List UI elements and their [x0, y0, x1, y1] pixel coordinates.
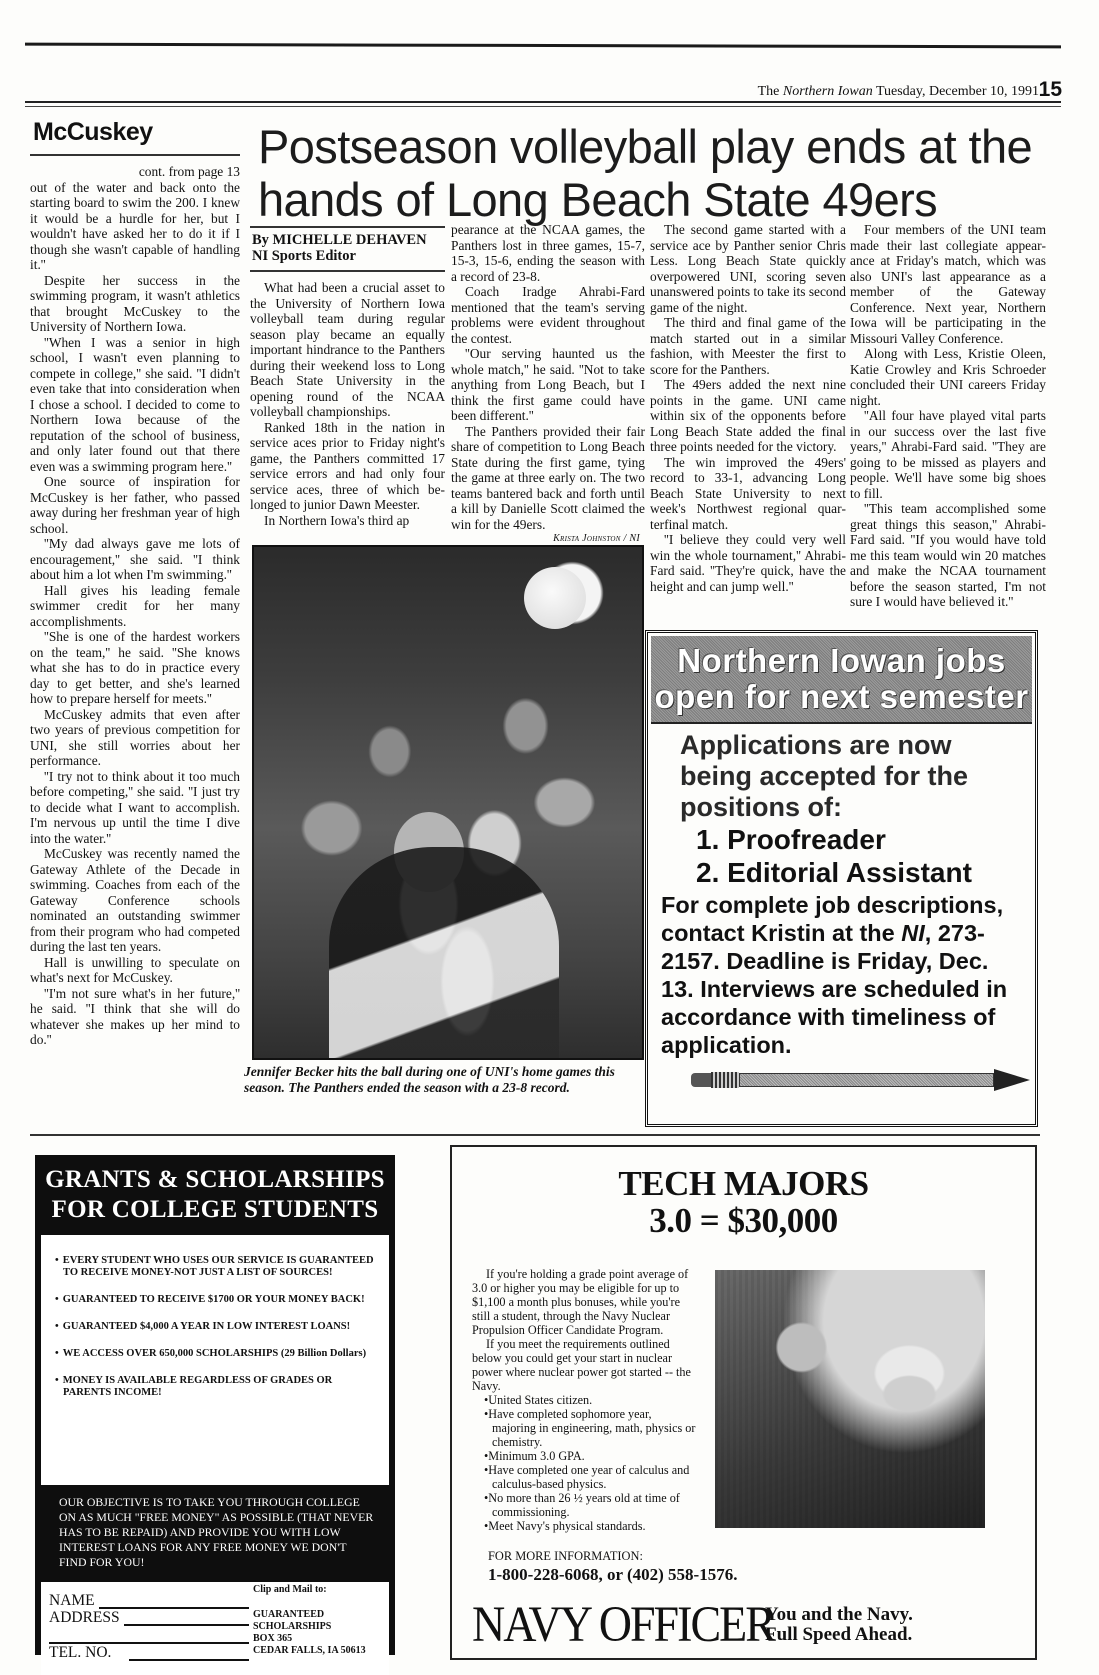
paragraph: Despite her success in the swimming program, it wasn't athletics that brought McCuskey to the University of Northern Iowa. [30, 272, 240, 334]
grants-objective: OUR OBJECTIVE IS TO TAKE YOU THROUGH COLLEGE ON AS MUCH "FREE MONEY" AS POSSIBLE (THAT NEVER HAS TO BE REPAID) AND PROVIDE YOU WITH LOW INTEREST LOANS FOR ANY FREE MONEY WE DON'T FIND FOR YOU! [59, 1495, 374, 1569]
paragraph: ''All four have played vital parts in our success over the last five years,'' Ahrabi-Fard said. ''They are going to be missed as players and people. We'll have some big shoes to fill. [850, 408, 1046, 501]
slogan-line: You and the Navy. [765, 1604, 913, 1625]
tel-label: TEL. NO. [49, 1644, 112, 1661]
navy-requirements [472, 1393, 697, 1533]
pencil-eraser [691, 1073, 711, 1087]
pencil-shaft [739, 1073, 994, 1087]
form-fields [49, 1592, 249, 1661]
paragraph: The win improved the 49ers' record to 33-1, advancing Long Beach State University to next week's Northwest regional quarterfinal match. [650, 454, 846, 532]
paper-prefix: The [757, 84, 780, 99]
slogan-line: Full Speed Ahead. [765, 1624, 913, 1645]
clip-form [41, 1582, 389, 1675]
navy-slogan [765, 1605, 913, 1645]
name-label: NAME [49, 1592, 95, 1609]
requirement-item: • United States citizen. [484, 1393, 697, 1407]
mccuskey-rule [30, 154, 240, 156]
mail-address-line: BOX 365 [253, 1633, 293, 1644]
grants-ad [35, 1155, 395, 1661]
mail-label: Clip and Mail to: [253, 1584, 327, 1595]
paragraph: In Northern Iowa's third ap [264, 512, 410, 528]
navy-photo [715, 1270, 985, 1528]
requirement-item: • Have completed one year of calculus and calculus-based physics. [484, 1463, 697, 1491]
mccuskey-title: McCuskey [33, 118, 153, 146]
grants-bullet: • WE ACCESS OVER 650,000 SCHOLARSHIPS (29 Billion Dollars) [55, 1348, 379, 1360]
address-label: ADDRESS [49, 1609, 120, 1626]
paragraph: ''She is one of the hardest workers on the team,'' he said. ''She knows what she has to do in practice every day to get better, and she's learned how to prepare herself for meets.'' [30, 629, 240, 706]
navy-paragraph: If you meet the requirements outlined below you could get your start in nuclear power where nuclear power got started -- the Navy. [472, 1337, 691, 1393]
tel-field[interactable] [49, 1644, 249, 1661]
continued-note: cont. from page 13 [138, 164, 240, 179]
jobs-banner [651, 636, 1032, 724]
header-rule [25, 101, 1061, 103]
byline [252, 232, 447, 264]
address-line-2[interactable] [49, 1626, 249, 1644]
byline-rule [250, 270, 445, 272]
top-rule [25, 43, 1061, 49]
paragraph: McCuskey was recently named the Gateway Athlete of the Decade in swimming. Coaches from each of the Gateway Conference schools nominated an outstanding swimmer from their program who had competed during the last ten years. [30, 846, 240, 954]
player-figure [329, 847, 559, 1060]
section-rule [30, 1134, 1040, 1136]
paragraph: ''This team accomplished some great things this season,'' Ahrabi-Fard said. ''If you would have told me this team would win 20 matches and make the NCAA tournament before the season started, I'm not sure I would have believed it.'' [850, 501, 1046, 609]
requirement-item: • Minimum 3.0 GPA. [484, 1449, 697, 1463]
running-head [758, 84, 1039, 100]
navy-paragraph: If you're holding a grade point average of 3.0 or higher you may be eligible for up to $1,100 a month plus bonuses, while you're still a student, through the Navy Nuclear Propulsion Officer Candidate Program. [472, 1267, 689, 1337]
requirement-item: • Meet Navy's physical standards. [484, 1519, 697, 1533]
paragraph: Hall is unwilling to speculate on what's next for McCuskey. [30, 954, 240, 985]
grants-title-line: GRANTS & SCHOLARSHIPS [45, 1166, 385, 1193]
paragraph: Hall gives his leading female swimmer credit for her many accomplishments. [30, 582, 240, 629]
byline-title: NI Sports Editor [252, 248, 356, 264]
address-field-2[interactable] [49, 1626, 249, 1644]
jobs-lead: Applications are now being accepted for the positions of: [680, 730, 969, 822]
article-column-2 [451, 222, 645, 532]
paragraph: McCuskey admits that even after two years of previous competition for UNI, she still worries about her performance. [30, 706, 240, 768]
paragraph: ''I try not to think about it too much before competing,'' she said. ''I just try to decide what I want to accomplish. I'm nervous up until the time I dive into the water.'' [30, 768, 240, 846]
paragraph: The second game started with a service ace by Panther senior Chris Less. Long Beach State quickly overpowered UNI, scoring seven unanswered points to take its second game of the night. [650, 222, 846, 315]
article-column-1 [250, 280, 445, 528]
photo-credit: Krista Johnston / NI [553, 533, 640, 544]
grants-bullets [41, 1235, 389, 1485]
paragraph: The 49ers added the next nine points in the game. UNI came within six of the opponents before Long Beach State added the final three points needed for the victory. [650, 377, 846, 454]
address-line[interactable] [124, 1612, 249, 1626]
header-rule-thin [25, 106, 1061, 107]
pencil-icon [691, 1069, 1031, 1091]
byline-rule [250, 226, 445, 228]
jobs-ad [645, 630, 1038, 1127]
grants-bullet: • GUARANTEED $4,000 A YEAR IN LOW INTEREST LOANS! [55, 1321, 379, 1333]
paragraph: Ranked 18th in the nation in service aces prior to Friday night's game, the Panthers committed 17 service errors and had only four service aces, three of which belonged to junior Dawn Meester. [250, 419, 445, 512]
job-position: 1. Proofreader [696, 824, 886, 855]
paragraph: The Panthers provided their fair share of competition to Long Beach State during the first game, tying the game at three early on. The two teams bantered back and forth until a kill by Danielle Scott claimed the win for the 49ers. [451, 423, 645, 532]
jobs-detail [661, 891, 1020, 1059]
navy-phone: 1-800-228-6068, or (402) 558-1576. [488, 1565, 738, 1584]
jobs-detail-em: NI [901, 920, 925, 946]
article-column-3 [650, 222, 846, 594]
navy-body [472, 1267, 697, 1533]
volleyball-ball [524, 567, 586, 629]
requirement-item: • Have completed sophomore year, majoring in engineering, math, physics or chemistry. [484, 1407, 697, 1449]
paragraph: What had been a crucial asset to the University of Northern Iowa volleyball team during regular season play became an equally important hindrance to the Panthers during their weekend loss to Long Beach State University in the opening round of the NCAA volleyball championships. [250, 280, 445, 419]
paragraph: ''My dad always gave me lots of encouragement,'' she said. ''I think about him a lot when I'm swimming.'' [30, 536, 240, 582]
issue-date: Tuesday, December 10, 1991 [875, 84, 1039, 99]
pencil-ferrule [711, 1072, 739, 1088]
volleyball-photo [252, 545, 644, 1060]
grants-title-line: FOR COLLEGE STUDENTS [51, 1196, 379, 1223]
jobs-body [651, 724, 1032, 1091]
address-field[interactable] [49, 1609, 249, 1626]
jobs-banner-line: open for next semester [654, 678, 1029, 715]
tel-line[interactable] [129, 1647, 249, 1661]
navy-title-line: TECH MAJORS [618, 1164, 869, 1203]
navy-title-line: 3.0 = $30,000 [649, 1201, 838, 1240]
paper-name: Northern Iowan [782, 84, 873, 99]
grants-bullet: • GUARANTEED TO RECEIVE $1700 OR YOUR MONEY BACK! [55, 1294, 379, 1306]
paragraph: Coach Iradge Ahrabi-Fard mentioned that the team's serving problems were evident throughout the contest. [451, 284, 645, 346]
paragraph: ''I believe they could very well win the whole tournament,'' Ahrabi-Fard said. ''They're quick, have the height and can jump well.'' [650, 532, 846, 594]
job-position: 2. Editorial Assistant [696, 857, 972, 888]
paragraph: pearance at the NCAA games, the Panthers lost in three games, 15-7, 15-3, 15-6, ending the season with a record of 23-8. [451, 222, 645, 284]
navy-title [452, 1165, 1035, 1239]
byline-author: By MICHELLE DEHAVEN [252, 232, 427, 248]
paragraph: Along with Less, Kristie Oleen, Katie Crowley and Kris Schroeder concluded their UNI careers Friday night. [850, 346, 1046, 408]
paragraph: One source of inspiration for McCuskey is her father, who passed away during her freshman year of high school. [30, 474, 240, 536]
grants-title [41, 1161, 389, 1235]
paragraph: ''Our serving haunted us the whole match,'' he said. ''Not to take anything from Long Beach, but I think the first game could have been different.'' [451, 346, 645, 423]
requirement-item: • No more than 26 ½ years old at time of commissioning. [484, 1491, 697, 1519]
navy-brand: NAVY OFFICER [472, 1595, 774, 1652]
paragraph: ''I'm not sure what's in her future,'' he said. ''I think that she will do whatever she makes up her mind to do.'' [30, 985, 240, 1047]
pencil-tip [994, 1069, 1030, 1091]
mail-to [253, 1584, 393, 1657]
mccuskey-article [30, 164, 240, 1048]
name-line[interactable] [99, 1595, 249, 1609]
name-field[interactable] [49, 1592, 249, 1609]
jobs-banner-line: Northern Iowan jobs [677, 642, 1006, 679]
headline-line: hands of Long Beach State 49ers [258, 173, 938, 226]
article-column-4 [850, 222, 1046, 610]
mail-address-line: CEDAR FALLS, IA 50613 [253, 1645, 366, 1656]
paragraph: The third and final game of the match started out in a similar fashion, with Meester the first to score for the Panthers. [650, 315, 846, 377]
paragraph: out of the water and back onto the starting board to swim the 200. I knew it would be a hurdle for her, but I wouldn't have asked her to do it if I though she wasn't capable of handling it.'' [30, 179, 240, 272]
photo-caption: Jennifer Becker hits the ball during one of UNI's home games this season. The Panthers ended the season with a 23-8 record. [244, 1064, 615, 1095]
jobs-detail-text: For complete job descriptions, contact Kristin at the [661, 892, 1004, 946]
paragraph: ''When I was a senior in high school, I wasn't even planning to compete in college,'' she said. ''I didn't even take that into consideration when I chose a school. I decided to come to Northern Iowa because of the reputation of the school of business, and only later found out that there even was a swimming program here.'' [30, 334, 240, 474]
page-number: 15 [1038, 78, 1062, 101]
navy-ad [450, 1145, 1037, 1660]
navy-more-info: FOR MORE INFORMATION: [488, 1549, 643, 1563]
paragraph: Four members of the UNI team made their last collegiate appearance at Friday's match, which was also UNI's last appearance as a member of the Gateway Conference. Next year, Northern Iowa will be participating in the Missouri Valley Conference. [850, 222, 1046, 346]
headline-line: Postseason volleyball play ends at the [258, 120, 1033, 173]
grants-bullet: • MONEY IS AVAILABLE REGARDLESS OF GRADES OR PARENTS INCOME! [55, 1375, 379, 1399]
mail-address-line: GUARANTEED SCHOLARSHIPS [253, 1609, 332, 1632]
article-headline [258, 120, 1058, 226]
jobs-detail-text: , 273-2157. Deadline is Friday, Dec. 13. Interviews are scheduled in accordance with timeliness of application. [661, 920, 1008, 1058]
grants-bullet: • EVERY STUDENT WHO USES OUR SERVICE IS GUARANTEED TO RECEIVE MONEY-NOT JUST A LIST OF SOURCES! [55, 1255, 379, 1279]
